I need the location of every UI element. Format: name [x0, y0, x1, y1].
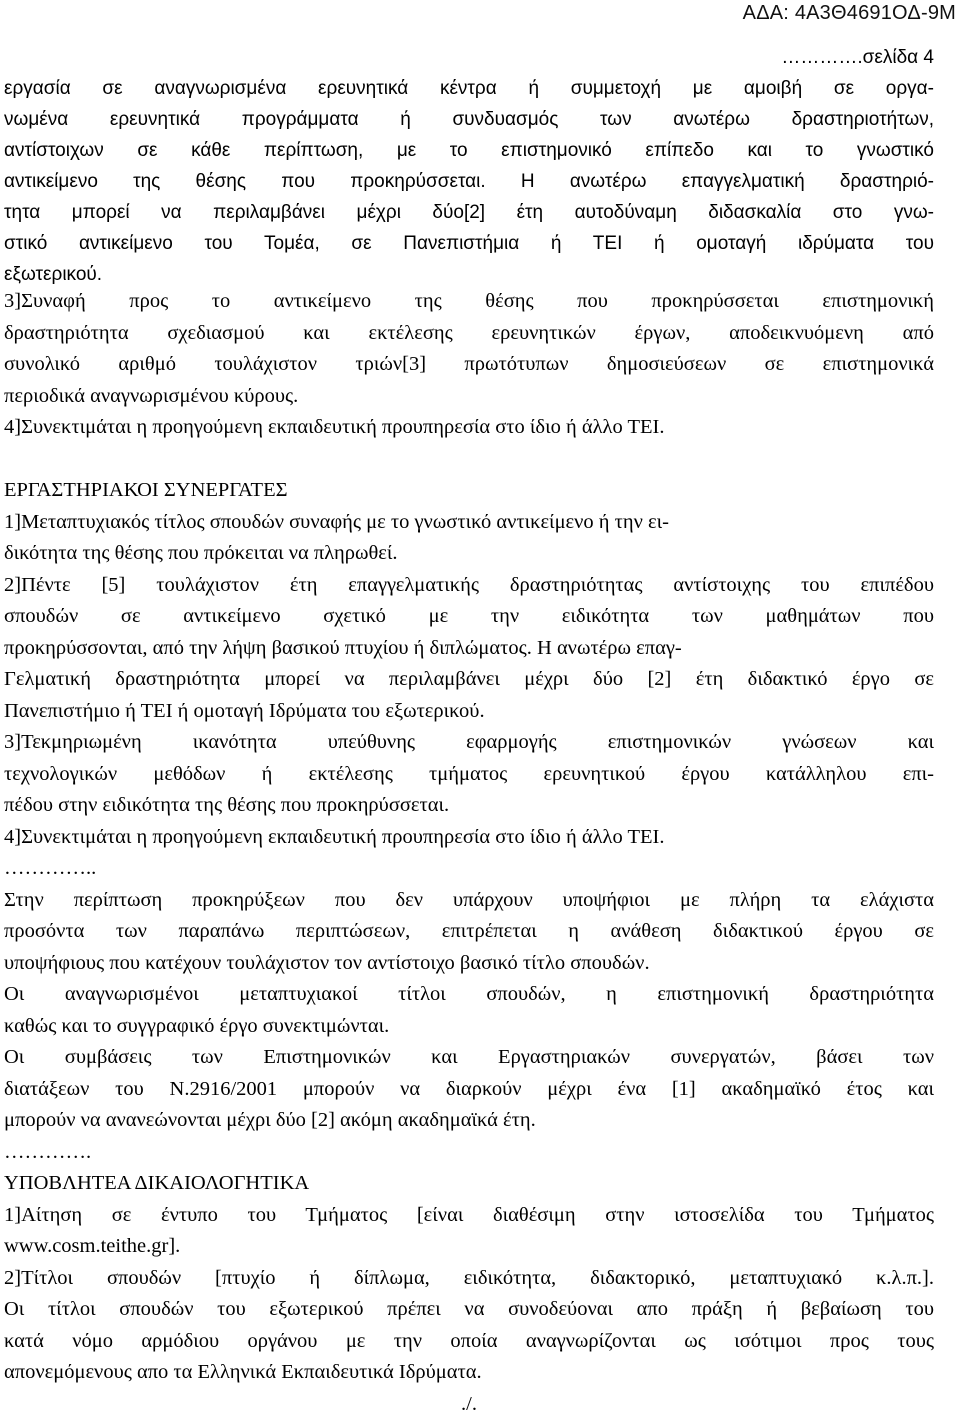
text-line: 2]Τίτλοι σπουδών [πτυχίο ή δίπλωμα, ειδικότητα, διδακτορικό, μεταπτυχιακό κ.λ.π.].: [4, 1263, 934, 1295]
text-line: συνολικό αριθμό τουλάχιστον τριών[3] πρωτότυπων δημοσιεύσεων σε επιστημονικά: [4, 349, 934, 381]
text-line: κατά νόμο αρμόδιου οργάνου με την οποία αναγνωρίζονται ως ισότιμοι προς τους: [4, 1326, 934, 1358]
text-line: Στην περίπτωση προκηρύξεων που δεν υπάρχουν υποψήφιοι με πλήρη τα ελάχιστα: [4, 885, 934, 917]
text-line: σπουδών σε αντικείμενο σχετικό με την ειδικότητα των μαθημάτων που: [4, 601, 934, 633]
text-line: δραστηριότητα σχεδιασμού και εκτέλεσης ερευνητικών έργων, αποδεικνυόμενη από: [4, 318, 934, 350]
section-heading-documents: ΥΠΟΒΛΗΤΕΑ ΔΙΚΑΙΟΛΟΓΗΤΙΚΑ: [4, 1168, 934, 1200]
text-line: εργασία σε αναγνωρισμένα ερευνητικά κέντρα ή συμμετοχή με αμοιβή σε οργα-: [4, 73, 934, 104]
intro-paragraph: [4, 42, 934, 290]
ellipsis-line: ………….: [4, 1137, 934, 1169]
page-number-line: ………….σελίδα 4: [4, 42, 934, 73]
text-line: Πανεπιστήμιο ή ΤΕΙ ή ομοταγή Ιδρύματα του εξωτερικού.: [4, 696, 934, 728]
text-line: 4]Συνεκτιμάται η προηγούμενη εκπαιδευτική προυπηρεσία στο ίδιο ή άλλο ΤΕΙ.: [4, 412, 934, 444]
text-line: περιοδικά αναγνωρισμένου κύρους.: [4, 381, 934, 413]
text-line: Οι αναγνωρισμένοι μεταπτυχιακοί τίτλοι σπουδών, η επιστημονική δραστηριότητα: [4, 979, 934, 1011]
text-line: www.cosm.teithe.gr].: [4, 1231, 934, 1263]
text-line: τητα μπορεί να περιλαμβάνει μέχρι δύο[2] έτη αυτοδύναμη διδασκαλία στο γνω-: [4, 197, 934, 228]
text-line: δικότητα της θέσης που πρόκειται να πληρωθεί.: [4, 538, 934, 570]
ada-code: ΑΔΑ: 4Α3Θ4691ΟΔ-9Μ: [743, 2, 956, 25]
text-line: 2]Πέντε [5] τουλάχιστον έτη επαγγελματικής δραστηριότητας αντίστοιχης του επιπέδου: [4, 570, 934, 602]
text-line: Γελματική δραστηριότητα μπορεί να περιλαμβάνει μέχρι δύο [2] έτη διδακτικό έργο σε: [4, 664, 934, 696]
text-line: νωμένα ερευνητικά προγράμματα ή συνδυασμός των ανωτέρω δραστηριοτήτων,: [4, 104, 934, 135]
text-line: απονεμόμενους απο τα Ελληνικά Εκπαιδευτικά Ιδρύματα.: [4, 1357, 934, 1389]
text-line: αντικείμενο της θέσης που προκηρύσσεται. Η ανωτέρω επαγγελματική δραστηριό-: [4, 166, 934, 197]
text-line: τεχνολογικών μεθόδων ή εκτέλεσης τμήματος ερευνητικού έργου κατάλληλου επι-: [4, 759, 934, 791]
text-line: στικό αντικείμενο του Τομέα, σε Πανεπιστήμια ή ΤΕΙ ή ομοταγή ιδρύματα του: [4, 228, 934, 259]
text-line: Οι συμβάσεις των Επιστημονικών και Εργαστηριακών συνεργατών, βάσει των: [4, 1042, 934, 1074]
text-line: πέδου στην ειδικότητα της θέσης που προκηρύσσεται.: [4, 790, 934, 822]
text-line: μπορούν να ανανεώνονται μέχρι δύο [2] ακόμη ακαδημαϊκά έτη.: [4, 1105, 934, 1137]
text-line: προσόντα των παραπάνω περιπτώσεων, επιτρέπεται η ανάθεση διδακτικού έργου σε: [4, 916, 934, 948]
text-line: 3]Συναφή προς το αντικείμενο της θέσης που προκηρύσσεται επιστημονική: [4, 286, 934, 318]
blank-line: [4, 444, 934, 476]
text-line: 3]Τεκμηριωμένη ικανότητα υπεύθυνης εφαρμογής επιστημονικών γνώσεων και: [4, 727, 934, 759]
body-text: [4, 286, 934, 1420]
text-line: καθώς και το συγγραφικό έργο συνεκτιμώνται.: [4, 1011, 934, 1043]
end-mark: ./.: [4, 1389, 934, 1420]
text-line: υποψήφιους που κατέχουν τουλάχιστον τον αντίστοιχο βασικό τίτλο σπουδών.: [4, 948, 934, 980]
text-line: αντίστοιχων σε κάθε περίπτωση, με το επιστημονικό επίπεδο και το γνωστικό: [4, 135, 934, 166]
text-line: 1]Αίτηση σε έντυπο του Τμήματος [είναι διαθέσιμη στην ιστοσελίδα του Τμήματος: [4, 1200, 934, 1232]
text-line: 4]Συνεκτιμάται η προηγούμενη εκπαιδευτική προυπηρεσία στο ίδιο ή άλλο ΤΕΙ.: [4, 822, 934, 854]
section-heading-lab-associates: ΕΡΓΑΣΤΗΡΙΑΚΟΙ ΣΥΝΕΡΓΑΤΕΣ: [4, 475, 934, 507]
text-line: 1]Μεταπτυχιακός τίτλος σπουδών συναφής με το γνωστικό αντικείμενο ή την ει-: [4, 507, 934, 539]
text-line: Οι τίτλοι σπουδών του εξωτερικού πρέπει να συνοδεύοναι απο πράξη ή βεβαίωση του: [4, 1294, 934, 1326]
ellipsis-line: …………..: [4, 853, 934, 885]
text-line: εξωτερικού.: [4, 259, 934, 290]
text-line: προκηρύσσονται, από την λήψη βασικού πτυχίου ή διπλώματος. Η ανωτέρω επαγ-: [4, 633, 934, 665]
text-line: διατάξεων του Ν.2916/2001 μπορούν να διαρκούν μέχρι ένα [1] ακαδημαϊκό έτος και: [4, 1074, 934, 1106]
